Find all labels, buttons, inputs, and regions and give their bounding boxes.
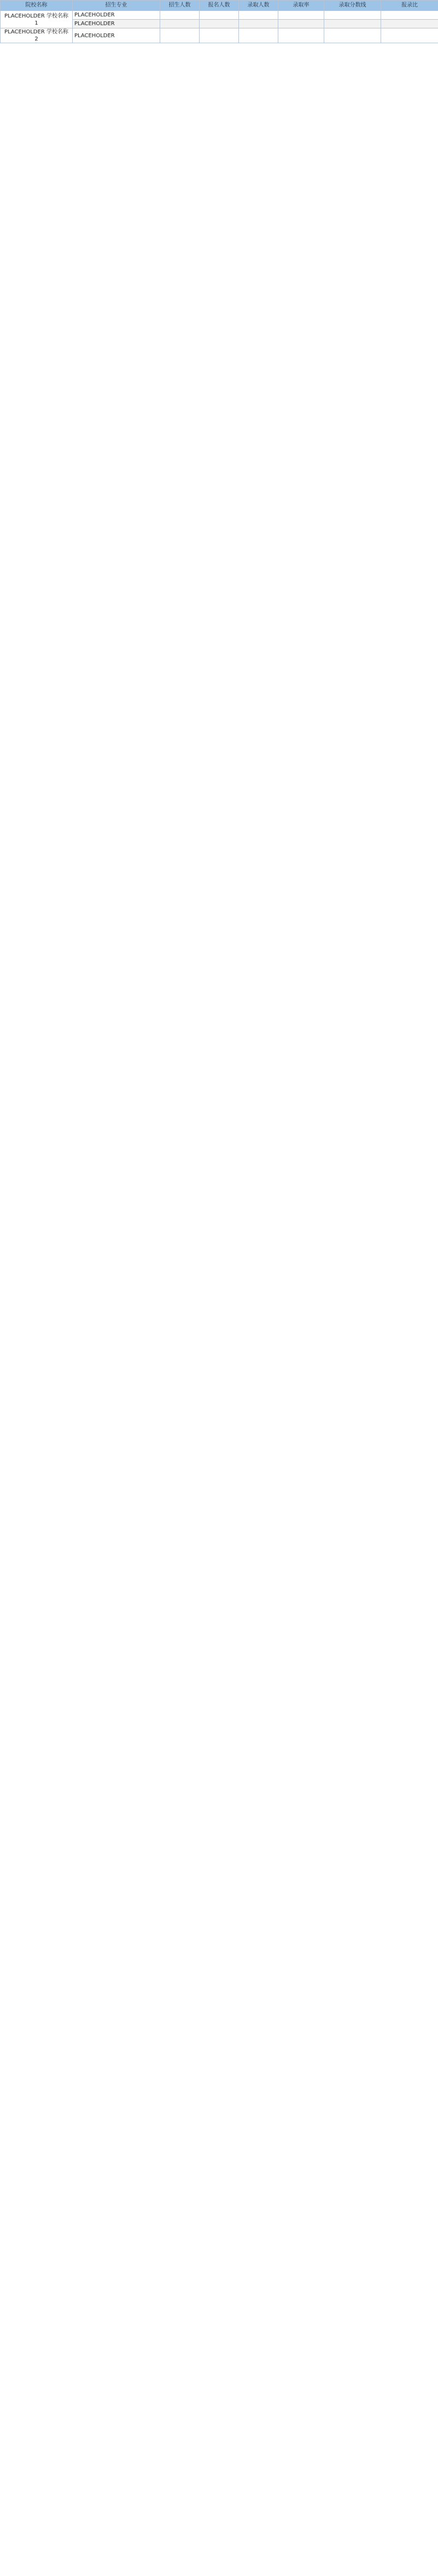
col-plan-header: 招生人数 — [160, 1, 200, 11]
rate-cell — [278, 11, 324, 20]
line-cell — [324, 28, 381, 43]
major-cell: PLACEHOLDER — [73, 28, 160, 43]
admitted-cell — [239, 11, 278, 20]
major-cell: PLACEHOLDER — [73, 11, 160, 20]
admissions-sheet — [0, 0, 438, 43]
rate-cell — [278, 20, 324, 28]
table-row — [1, 28, 438, 43]
header-row — [1, 1, 438, 11]
applicants-cell — [200, 11, 239, 20]
col-school-header: 院校名称 — [1, 1, 73, 11]
applicants-cell — [200, 20, 239, 28]
admitted-cell — [239, 20, 278, 28]
table-body — [1, 11, 438, 43]
admissions-table — [0, 0, 438, 43]
col-admitted-header: 录取人数 — [239, 1, 278, 11]
applicants-cell — [200, 28, 239, 43]
plan-cell — [160, 28, 200, 43]
line-cell — [324, 11, 381, 20]
col-rate-header: 录取率 — [278, 1, 324, 11]
ratio-cell — [381, 11, 438, 20]
major-cell: PLACEHOLDER — [73, 20, 160, 28]
col-ratio-header: 报录比 — [381, 1, 438, 11]
admitted-cell — [239, 28, 278, 43]
table-row — [1, 11, 438, 20]
col-major-header: 招生专业 — [73, 1, 160, 11]
col-line-header: 录取分数线 — [324, 1, 381, 11]
line-cell — [324, 20, 381, 28]
school-name-cell: PLACEHOLDER 学校名称 1 — [1, 11, 73, 28]
school-name-cell: PLACEHOLDER 学校名称 2 — [1, 28, 73, 43]
ratio-cell — [381, 28, 438, 43]
col-applicants-header: 报名人数 — [200, 1, 239, 11]
rate-cell — [278, 28, 324, 43]
plan-cell — [160, 11, 200, 20]
table-header — [1, 1, 438, 11]
plan-cell — [160, 20, 200, 28]
ratio-cell — [381, 20, 438, 28]
